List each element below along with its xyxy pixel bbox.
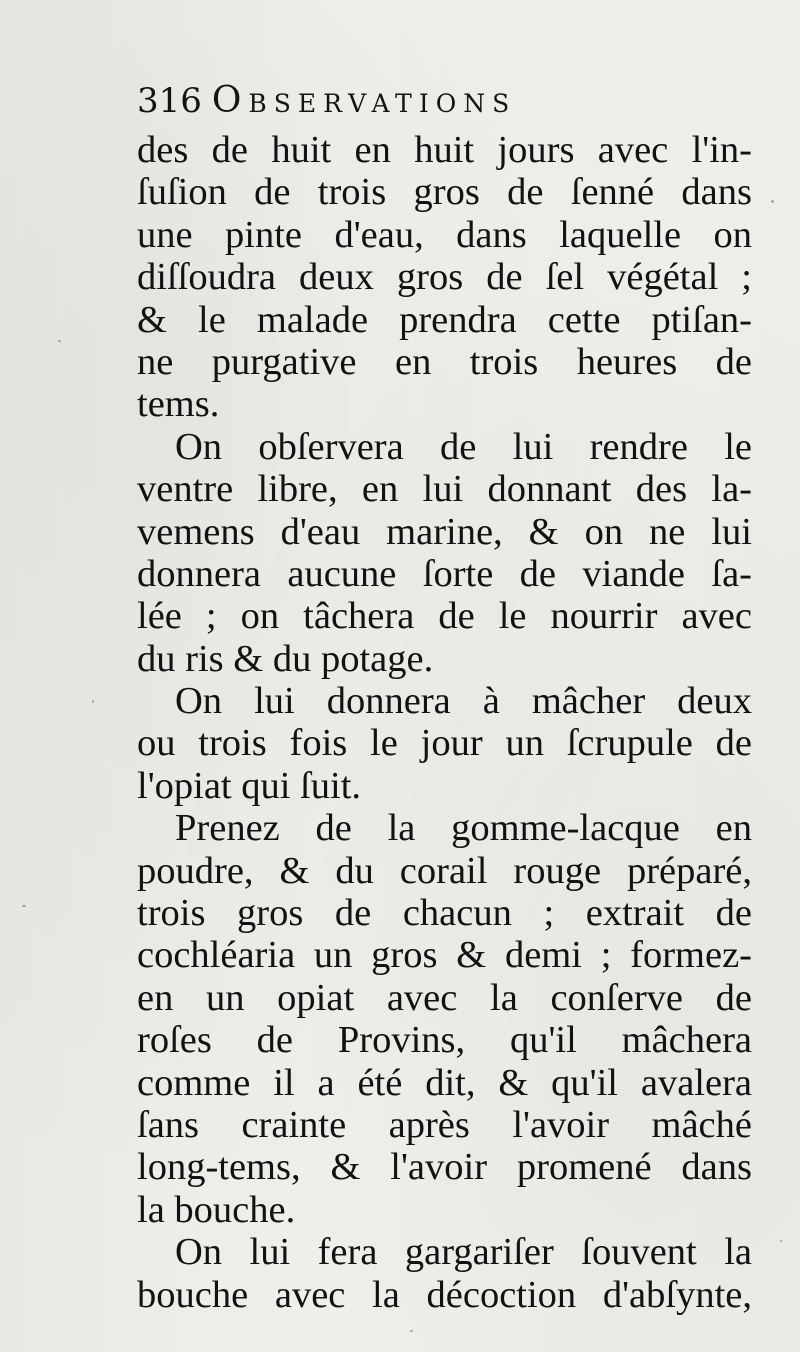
text-line: ſans crainte après l'avoir mâché [137, 1103, 752, 1146]
text-line: lée ; on tâchera de le nourrir avec [137, 595, 752, 638]
body-text [137, 129, 752, 1316]
text-line: roſes de Provins, qu'il mâchera [137, 1019, 752, 1062]
text-line: & le malade prendra cette ptiſan- [137, 298, 752, 341]
paper-speck [780, 1240, 782, 1242]
text-line: donnera aucune ſorte de viande ſa- [137, 552, 752, 595]
paragraph-start-line: Prenez de la gomme-lacque en [175, 807, 752, 850]
text-line: des de huit en huit jours avec l'in- [137, 129, 752, 171]
text-line: comme il a été dit, & qu'il avalera [137, 1061, 752, 1104]
text-line: en un opiat avec la conſerve de [137, 976, 752, 1019]
paragraph-start-line: On lui donnera à mâcher deux [175, 680, 752, 723]
text-line: ou trois fois le jour un ſcrupule de [137, 722, 752, 765]
text-line: tems. [137, 383, 220, 426]
text-line: cochléaria un gros & demi ; formez- [137, 934, 752, 977]
text-line: la bouche. [137, 1188, 296, 1231]
text-line: une pinte d'eau, dans laquelle on [137, 213, 752, 256]
paragraph-start-line: On obſervera de lui rendre le [175, 425, 752, 468]
text-line: long-tems, & l'avoir promené dans [137, 1146, 752, 1189]
text-line: vemens d'eau marine, & on ne lui [137, 510, 752, 553]
page-number: 316 [137, 81, 202, 121]
text-line: ne purgative en trois heures de [137, 340, 752, 383]
text-line: trois gros de chacun ; extrait de [137, 892, 752, 935]
text-line: poudre, & du corail rouge préparé, [137, 849, 752, 892]
running-title: Observations [211, 80, 517, 121]
text-line: diſſoudra deux gros de ſel végétal ; [137, 256, 752, 299]
paragraph-start-line: On lui fera gargariſer ſouvent la [175, 1231, 752, 1274]
paper-speck [58, 340, 61, 342]
text-line: du ris & du potage. [137, 637, 434, 680]
text-line: l'opiat qui ſuit. [137, 764, 362, 807]
paper-speck [92, 700, 94, 703]
paper-speck [410, 1330, 413, 1332]
text-line: bouche avec la décoction d'abſynte, [137, 1273, 752, 1316]
paper-speck [22, 905, 26, 907]
text-line: ſuſion de trois gros de ſenné dans [137, 171, 752, 214]
paper-speck [771, 200, 774, 203]
running-header [137, 80, 516, 121]
text-line: ventre libre, en lui donnant des la- [137, 468, 752, 511]
